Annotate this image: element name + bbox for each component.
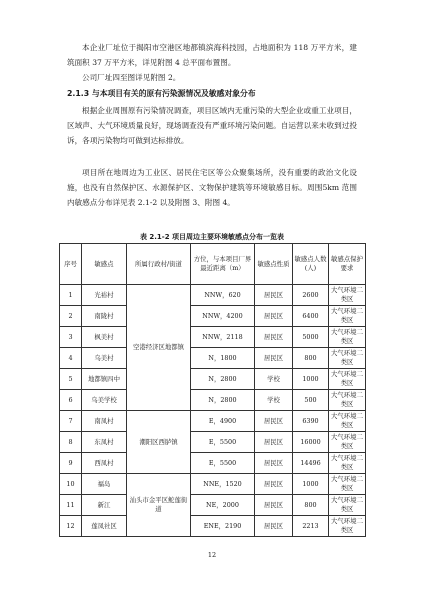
cell-type: 学校 <box>255 369 293 390</box>
header-cell: 所属行政村/街道 <box>127 244 191 285</box>
table-row <box>60 411 366 432</box>
table-row <box>60 453 366 474</box>
cell-requirement: 大气环境二类区 <box>329 453 366 474</box>
table-row <box>60 495 366 516</box>
cell-requirement: 大气环境二类区 <box>329 327 366 348</box>
cell-index: 11 <box>60 495 82 516</box>
cell-direction: NNW，620 <box>191 285 255 306</box>
cell-type: 居民区 <box>255 516 293 537</box>
cell-point: 新江 <box>82 495 127 516</box>
cell-direction: ENE，2190 <box>191 516 255 537</box>
table-caption: 表 2.1-2 项目周边主要环境敏感点分布一览表 <box>139 233 285 241</box>
cell-index: 5 <box>60 369 82 390</box>
paragraph-sensitive-targets: 项目所在地周边为工业区、居民住宅区等公众聚集场所，没有重要的政治文化设施，也没有自然保护区、水源保护区、文物保护建筑等环境敏感目标。周围5km 范围内敏感点分布详见表 2.1-2 以及附图 3、附图 4。 <box>67 168 357 207</box>
cell-requirement: 大气环境二类区 <box>329 495 366 516</box>
cell-requirement: 大气环境二类区 <box>329 306 366 327</box>
cell-population: 1000 <box>293 474 329 495</box>
cell-group: 汕头市金平区鮀莲街道 <box>127 474 191 537</box>
cell-index: 4 <box>60 348 82 369</box>
cell-direction: N，1800 <box>191 348 255 369</box>
cell-type: 居民区 <box>255 474 293 495</box>
cell-point: 地都镇四中 <box>82 369 127 390</box>
cell-type: 居民区 <box>255 348 293 369</box>
cell-population: 6400 <box>293 306 329 327</box>
cell-direction: NE，2000 <box>191 495 255 516</box>
header-cell: 敏感点人数(人) <box>293 244 329 285</box>
cell-direction: N，2800 <box>191 369 255 390</box>
table-row <box>60 285 366 306</box>
cell-requirement: 大气环境二类区 <box>329 474 366 495</box>
cell-index: 3 <box>60 327 82 348</box>
cell-point: 枫美村 <box>82 327 127 348</box>
cell-requirement: 大气环境二类区 <box>329 369 366 390</box>
table-row <box>60 390 366 411</box>
cell-index: 9 <box>60 453 82 474</box>
table-row <box>60 369 366 390</box>
paragraph-pollution-survey: 根据企业周围原有污染情况调查，项目区域内无重污染的大型企业或重工业项目，区域声、大气环境质量良好，现场调查没有严重环境污染问题。自运营以来未收到过投诉，各项污染物均可做到达标排放。 <box>67 106 357 145</box>
cell-point: 南凤村 <box>82 411 127 432</box>
header-cell: 敏感点保护要求 <box>329 244 366 285</box>
cell-point: 莲凤社区 <box>82 516 127 537</box>
header-cell: 敏感点性质 <box>255 244 293 285</box>
cell-type: 学校 <box>255 390 293 411</box>
table-header-row <box>60 244 366 285</box>
cell-requirement: 大气环境二类区 <box>329 390 366 411</box>
cell-population: 500 <box>293 390 329 411</box>
cell-population: 6390 <box>293 411 329 432</box>
cell-type: 居民区 <box>255 432 293 453</box>
cell-point: 乌美学校 <box>82 390 127 411</box>
cell-population: 5000 <box>293 327 329 348</box>
cell-point: 光裕村 <box>82 285 127 306</box>
cell-requirement: 大气环境二类区 <box>329 411 366 432</box>
cell-direction: NNE，1520 <box>191 474 255 495</box>
cell-point: 西凤村 <box>82 453 127 474</box>
table-row <box>60 474 366 495</box>
cell-index: 2 <box>60 306 82 327</box>
cell-type: 居民区 <box>255 327 293 348</box>
paragraph-site-location: 本企业厂址位于揭阳市空港区地都镇滨海科技园，占地面积为 118 万平方米，建筑面积 37 万平方米，详见附图 4 总平面布置图。 <box>67 43 357 67</box>
sensitive-points-table <box>59 243 366 537</box>
cell-population: 16000 <box>293 432 329 453</box>
cell-type: 居民区 <box>255 495 293 516</box>
cell-point: 东凤村 <box>82 432 127 453</box>
cell-index: 8 <box>60 432 82 453</box>
cell-population: 800 <box>293 495 329 516</box>
cell-requirement: 大气环境二类区 <box>329 516 366 537</box>
cell-index: 6 <box>60 390 82 411</box>
cell-point: 乌美村 <box>82 348 127 369</box>
section-heading: 2.1.3 与本项目有关的原有污染源情况及敏感对象分布 <box>67 89 256 98</box>
cell-direction: NNW，2118 <box>191 327 255 348</box>
cell-group: 空港经济区地都镇 <box>127 285 191 411</box>
cell-index: 7 <box>60 411 82 432</box>
cell-direction: E，5500 <box>191 453 255 474</box>
cell-point: 福岛 <box>82 474 127 495</box>
cell-type: 居民区 <box>255 285 293 306</box>
header-cell: 序号 <box>60 244 82 285</box>
cell-direction: N，2800 <box>191 390 255 411</box>
cell-direction: E，4900 <box>191 411 255 432</box>
cell-point: 南陇村 <box>82 306 127 327</box>
cell-population: 2600 <box>293 285 329 306</box>
page-number: 12 <box>207 551 217 559</box>
cell-population: 1000 <box>293 369 329 390</box>
cell-requirement: 大气环境二类区 <box>329 285 366 306</box>
header-cell: 敏感点 <box>82 244 127 285</box>
cell-type: 居民区 <box>255 306 293 327</box>
table-row <box>60 306 366 327</box>
table-row <box>60 327 366 348</box>
cell-group: 潮阳区西胪镇 <box>127 411 191 474</box>
cell-population: 2213 <box>293 516 329 537</box>
cell-requirement: 大气环境二类区 <box>329 432 366 453</box>
table-row <box>60 516 366 537</box>
cell-type: 居民区 <box>255 411 293 432</box>
cell-population: 800 <box>293 348 329 369</box>
cell-index: 10 <box>60 474 82 495</box>
cell-direction: NNW，4200 <box>191 306 255 327</box>
table-row <box>60 348 366 369</box>
cell-population: 14496 <box>293 453 329 474</box>
table-row <box>60 432 366 453</box>
cell-index: 12 <box>60 516 82 537</box>
paragraph-site-map: 公司厂址四至图详见附图 2。 <box>82 73 181 82</box>
header-cell: 方位，与本项目厂界最近距离（m） <box>191 244 255 285</box>
cell-type: 居民区 <box>255 453 293 474</box>
cell-requirement: 大气环境二类区 <box>329 348 366 369</box>
cell-index: 1 <box>60 285 82 306</box>
cell-direction: E，5500 <box>191 432 255 453</box>
